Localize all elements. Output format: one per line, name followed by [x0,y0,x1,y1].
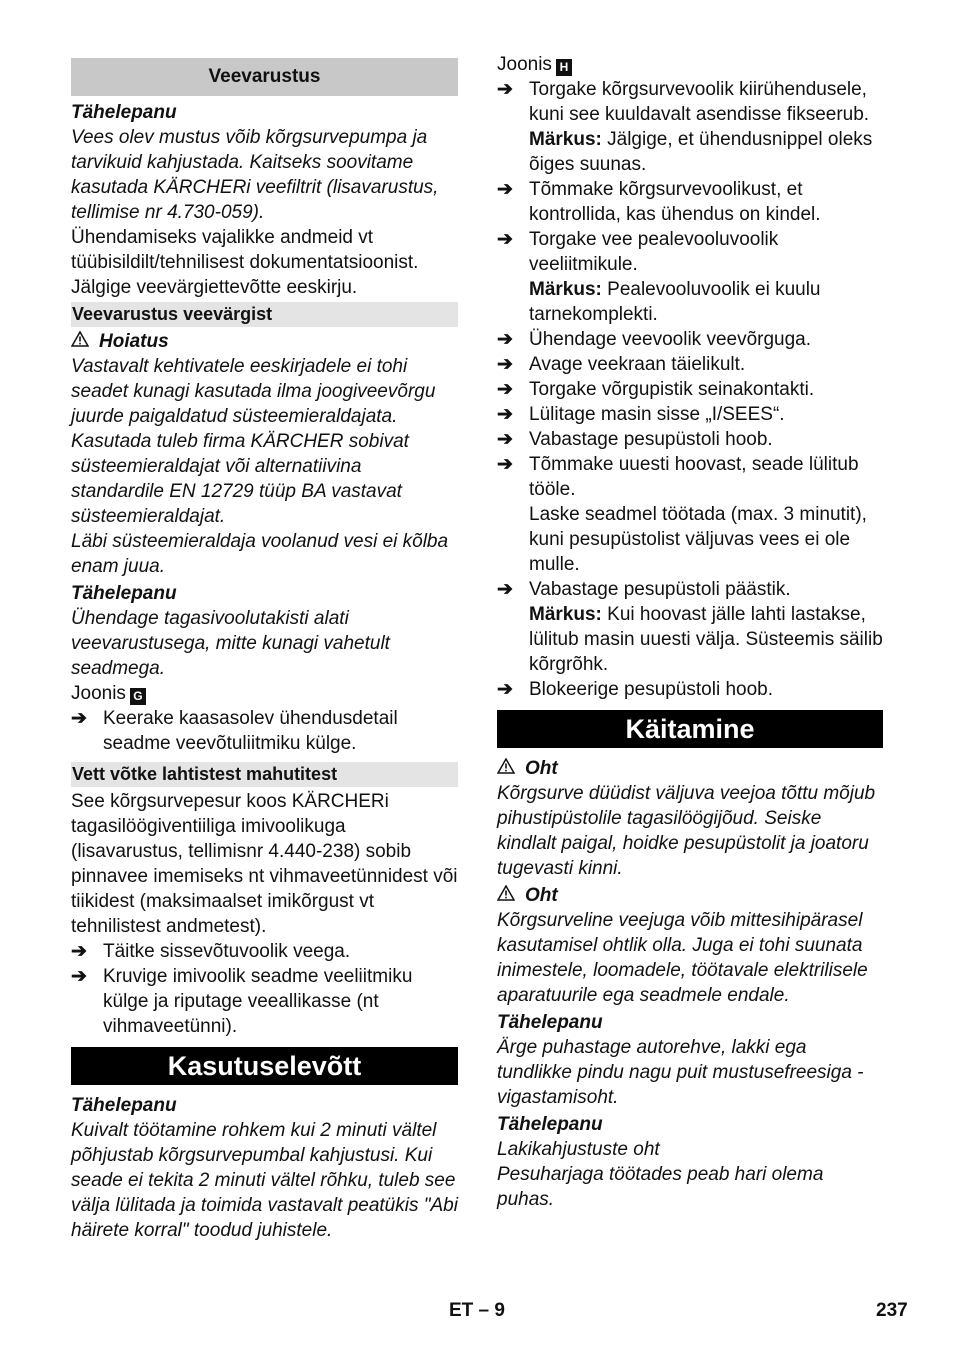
instruction-step [497,677,883,702]
note-title: Tähelepanu [71,1095,177,1116]
step-text: Lülitage masin sisse „I/SEES“. [529,404,785,425]
right-arrow-icon: ➔ [497,229,513,250]
warning-title [497,756,883,781]
paragraph: See kõrgsurvepesur koos KÄRCHERi tagasilöögiventiiliga imivoolikuga (lisavarustus, tellimisnr 4.440-238) sobib pinnavee imemiseks nt vihmaveetünnidest või tiikidest (maksimaalset imikõrgust vt tehnilistest andmetest). [71,791,458,937]
instruction-step [497,377,883,402]
figure-reference [497,52,883,77]
step-text: Blokeerige pesupüstoli hoob. [529,679,774,700]
instruction-step [71,939,458,964]
instruction-step [497,77,883,177]
right-arrow-icon: ➔ [497,579,513,600]
step-text: Tõmmake uuesti hoovast, seade lülitub tööle. [529,454,859,500]
right-arrow-icon: ➔ [497,354,513,375]
note-text: Lakikahjustuste oht [497,1139,660,1160]
instruction-step [71,964,458,1039]
step-text: Ühendage veevoolik veevõrguga. [529,329,812,350]
right-arrow-icon: ➔ [497,679,513,700]
footer-page-number: 237 [876,1300,908,1321]
step-text: Torgake vee pealevooluvoolik veeliitmikule. [529,229,779,275]
subsection-heading: Veevarustus veevärgist [71,302,458,327]
right-arrow-icon: ➔ [71,941,87,962]
note-text: Jälgige, et ühendusnippel oleks õiges suunas. [529,129,873,175]
instruction-step [497,402,883,427]
right-column [497,52,883,1212]
instruction-step [71,706,458,756]
warning-text: Kõrgsurve düüdist väljuva veejoa tõttu mõjub pihustipüstolile tagasilöögijõud. Seiske kindlalt paigal, hoidke pesupüstolit ja joatoru tugevasti kinni. [497,783,876,879]
note-text: Ühendage tagasivoolutakisti alati veevarustusega, mitte kunagi vahetult seadmega. [71,608,390,679]
note-text: Kui hoovast jälle lahti lastakse, lülitub masin uuesti välja. Süsteemis säilib kõrgrõhk. [529,604,883,675]
note-text: Pealevooluvoolik ei kuulu tarnekomplekti. [529,279,821,325]
subsection-heading: Vett võtke lahtistest mahutitest [71,762,458,787]
note-title: Tähelepanu [497,1012,603,1033]
section-heading-veevarustus: Veevarustus [71,58,458,96]
chapter-heading-kasutuselevott: Kasutuselevõtt [71,1047,458,1085]
step-text: Vabastage pesupüstoli päästik. [529,579,791,600]
step-note [529,602,883,677]
note-label: Märkus: [529,129,602,150]
figure-reference [71,681,458,706]
paragraph: Ühendamiseks vajalikke andmeid vt tüübisildilt/tehnilisest dokumentatsioonist. [71,227,419,273]
figure-label: Joonis [497,54,552,75]
warning-triangle-icon [71,329,89,354]
warning-title [71,329,458,354]
footer-page-label: ET – 9 [449,1300,505,1321]
step-text: Tõmmake kõrgsurvevoolikust, et kontrollida, kas ühendus on kindel. [529,179,821,225]
figure-letter-box: H [556,59,572,76]
chapter-heading-kaitamine: Käitamine [497,710,883,748]
warning-triangle-icon [497,883,515,908]
note-text: Vees olev mustus võib kõrgsurvepumpa ja tarvikuid kahjustada. Kaitseks soovitame kasutada KÄRCHERi veefiltrit (lisavarustus, tellimise nr 4.730-059). [71,127,439,223]
warning-text: Läbi süsteemieraldaja voolanud vesi ei kõlba enam juua. [71,531,449,577]
warning-triangle-icon [497,756,515,781]
note-title: Tähelepanu [71,102,177,123]
figure-letter-box: G [130,688,146,705]
paragraph: Jälgige veevärgiettevõtte eeskirju. [71,277,358,298]
right-arrow-icon: ➔ [497,79,513,100]
note-label: Märkus: [529,604,602,625]
warning-title-label: Hoiatus [99,331,169,352]
note-title: Tähelepanu [71,583,177,604]
note-text: Kuivalt töötamine rohkem kui 2 minuti vältel põhjustab kõrgsurvepumbal kahjustusi. Kui seade ei tekita 2 minuti vältel rõhku, tuleb see välja lülitada ja toimida vastavalt peatükis "Abi häirete korral" toodud juhistele. [71,1120,458,1241]
step-text: Keerake kaasasolev ühendusdetail seadme veevõtuliitmiku külge. [103,708,398,754]
step-text: Kruvige imivoolik seadme veeliitmiku külge ja riputage veeallikasse (nt vihmaveetünni). [103,966,413,1037]
instruction-step [497,227,883,327]
step-text: Torgake kõrgsurvevoolik kiirühendusele, kuni see kuuldavalt asendisse fikseerub. [529,79,870,125]
note-text: Pesuharjaga töötades peab hari olema puhas. [497,1164,824,1210]
note-title: Tähelepanu [497,1114,603,1135]
warning-title [497,883,883,908]
left-column [71,58,458,1243]
right-arrow-icon: ➔ [497,454,513,475]
instruction-step [497,427,883,452]
right-arrow-icon: ➔ [497,329,513,350]
instruction-step [497,352,883,377]
figure-label: Joonis [71,683,126,704]
right-arrow-icon: ➔ [497,404,513,425]
step-note [529,127,883,177]
instruction-step [497,452,883,577]
instruction-step [497,177,883,227]
warning-text: Kõrgsurveline veejuga võib mittesihipärasel kasutamisel ohtlik olla. Juga ei tohi suunata inimestele, loomadele, töötavale elektrilisele aparatuurile ega seadmele endale. [497,910,868,1006]
warning-title-label: Oht [525,758,558,779]
step-extra-text: Laske seadmel töötada (max. 3 minutit), kuni pesupüstolist väljuvas vees ei ole mulle. [529,504,867,575]
instruction-step [497,327,883,352]
step-note [529,277,883,327]
step-text: Vabastage pesupüstoli hoob. [529,429,773,450]
note-label: Märkus: [529,279,602,300]
step-text: Torgake võrgupistik seinakontakti. [529,379,815,400]
note-text: Ärge puhastage autorehve, lakki ega tundlikke pindu nagu puit mustusefreesiga - vigastamisoht. [497,1037,864,1108]
instruction-step [497,577,883,677]
right-arrow-icon: ➔ [497,379,513,400]
warning-title-label: Oht [525,885,558,906]
step-text: Täitke sissevõtuvoolik veega. [103,941,351,962]
right-arrow-icon: ➔ [497,179,513,200]
step-text: Avage veekraan täielikult. [529,354,746,375]
right-arrow-icon: ➔ [71,966,87,987]
right-arrow-icon: ➔ [497,429,513,450]
warning-text: Vastavalt kehtivatele eeskirjadele ei tohi seadet kunagi kasutada ilma joogiveevõrgu juurde paigaldatud süsteemieraldajata. Kasutada tuleb firma KÄRCHER sobivat süsteemieraldajat või alternatiivina standardile EN 12729 tüüp BA vastavat süsteemieraldajat. [71,356,436,527]
right-arrow-icon: ➔ [71,708,87,729]
